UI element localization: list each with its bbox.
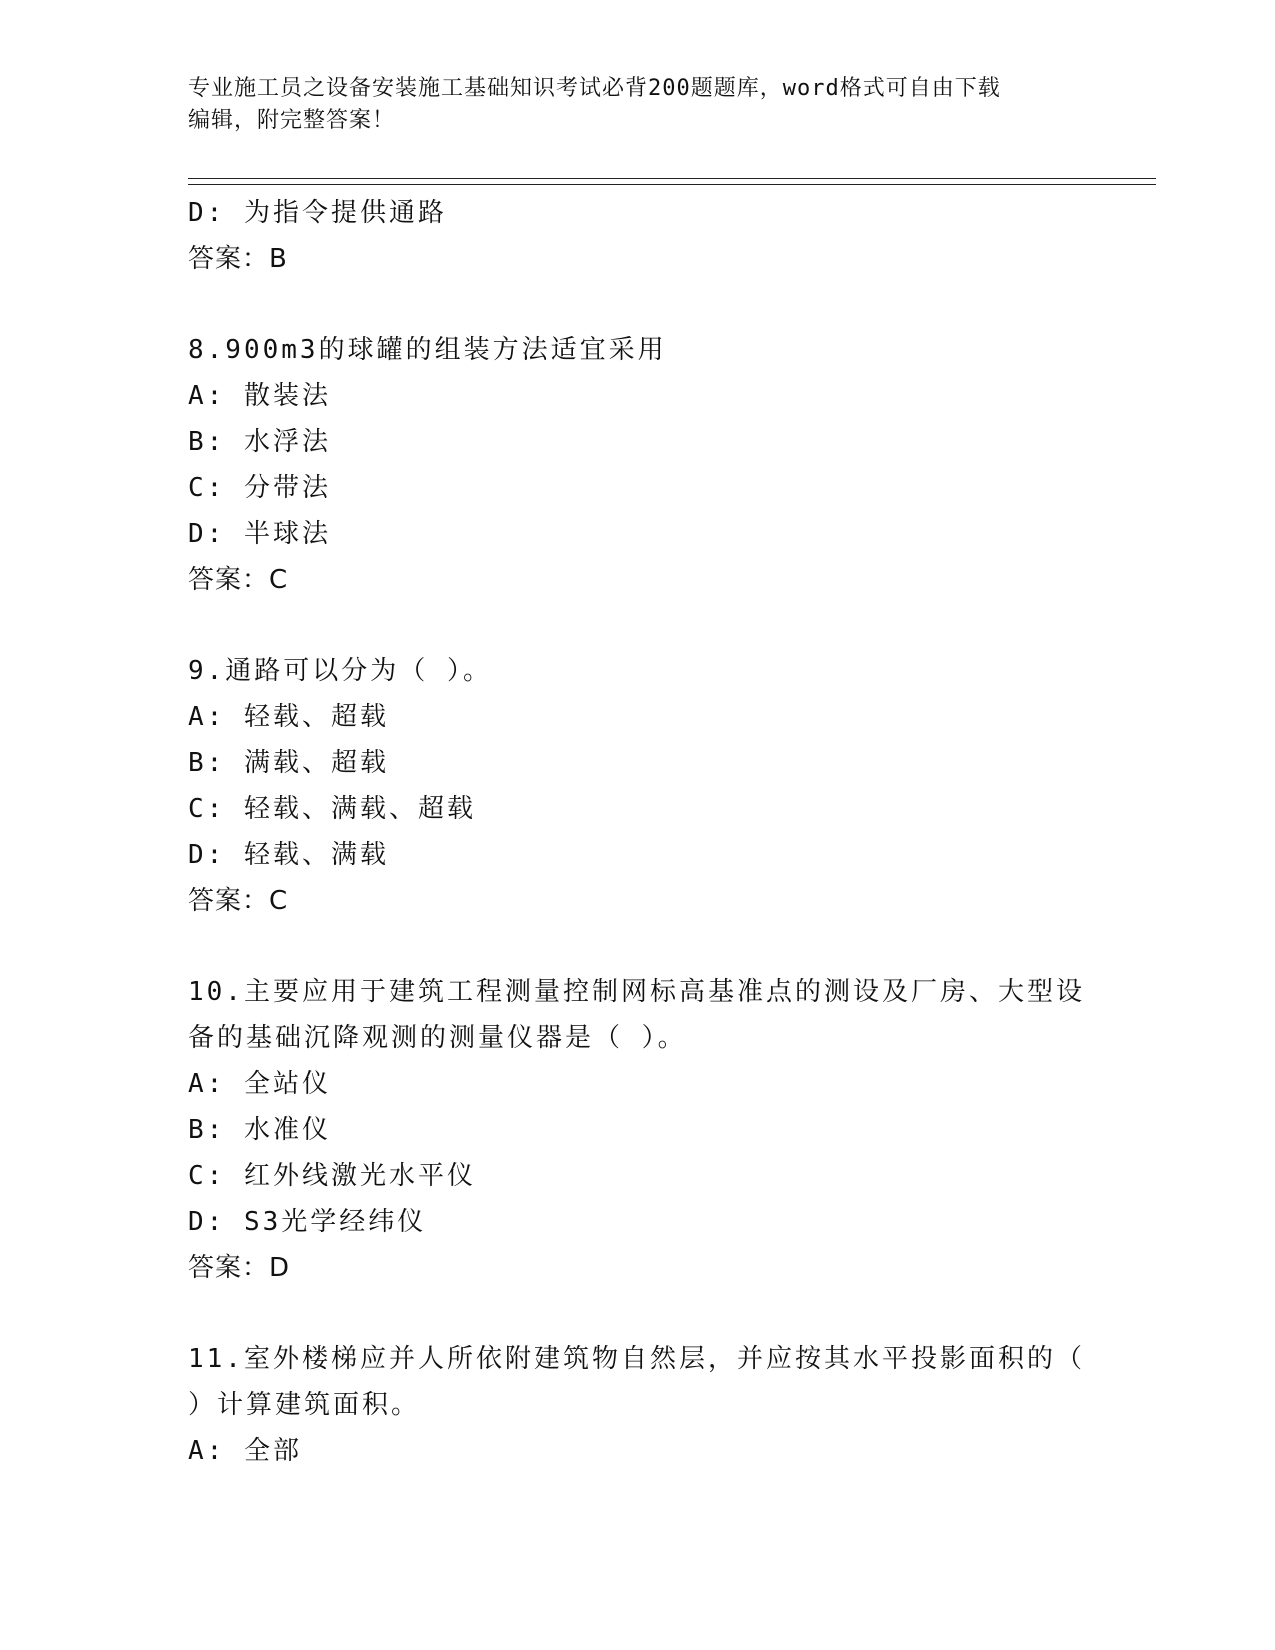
header-line-1: 专业施工员之设备安装施工基础知识考试必背200题题库，word格式可自由下载 [188, 76, 1001, 101]
option-b: B: 水准仪 [188, 1115, 331, 1145]
document-header [188, 73, 1068, 137]
question-list [188, 190, 1088, 1474]
question-10 [188, 969, 1088, 1291]
option-a: A: 散装法 [188, 381, 331, 411]
header-divider-top [188, 178, 1156, 179]
question-stem-line-2: 备的基础沉降观测的测量仪器是（ ）。 [188, 1023, 687, 1053]
question-11 [188, 1336, 1088, 1474]
answer-line: 答案：C [188, 886, 289, 916]
option-c: C: 红外线激光水平仪 [188, 1161, 476, 1191]
question-stem: 9.通路可以分为（ ）。 [188, 656, 492, 686]
option-d: D: 半球法 [188, 519, 331, 549]
question-stem-line-1: 11.室外楼梯应并人所依附建筑物自然层，并应按其水平投影面积的（ [188, 1344, 1085, 1374]
option-a: A: 全站仪 [188, 1069, 331, 1099]
option-b: B: 水浮法 [188, 427, 331, 457]
option-c: C: 分带法 [188, 473, 331, 503]
question-stem-line-1: 10.主要应用于建筑工程测量控制网标高基准点的测设及厂房、大型设 [188, 977, 1085, 1007]
header-divider-bottom [188, 184, 1156, 185]
question-7-tail [188, 190, 1088, 282]
question-stem: 8.900m3的球罐的组装方法适宜采用 [188, 335, 667, 365]
option-a: A: 全部 [188, 1436, 302, 1466]
option-d: D: 轻载、满载 [188, 840, 389, 870]
question-9 [188, 648, 1088, 924]
option-d: D: 为指令提供通路 [188, 198, 447, 228]
question-8 [188, 327, 1088, 603]
option-b: B: 满载、超载 [188, 748, 389, 778]
question-stem-line-2: ）计算建筑面积。 [188, 1390, 421, 1420]
answer-line: 答案：B [188, 244, 288, 274]
option-d: D: S3光学经纬仪 [188, 1207, 427, 1237]
answer-line: 答案：C [188, 565, 289, 595]
header-line-2: 编辑，附完整答案！ [188, 108, 396, 133]
answer-line: 答案：D [188, 1253, 291, 1283]
option-c: C: 轻载、满载、超载 [188, 794, 476, 824]
option-a: A: 轻载、超载 [188, 702, 389, 732]
